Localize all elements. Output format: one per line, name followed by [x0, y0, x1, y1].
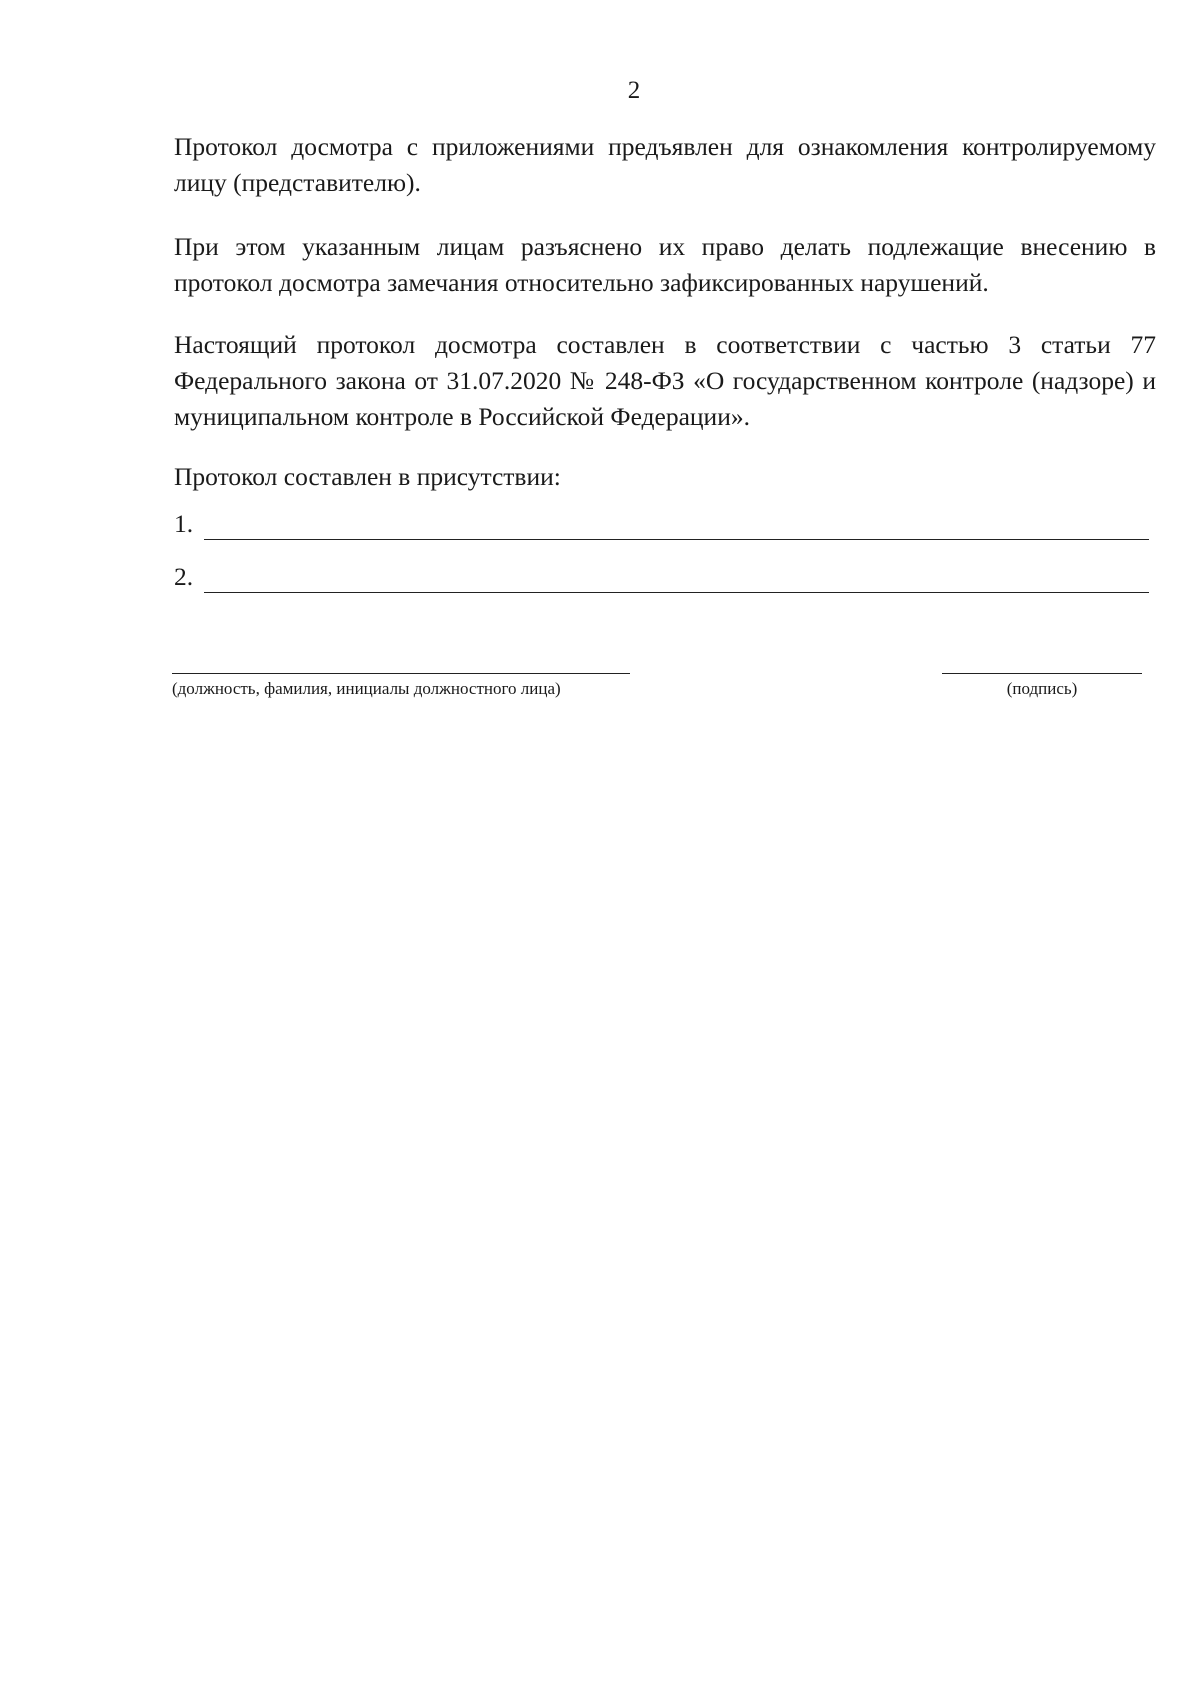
paragraph-legal-basis: Настоящий протокол досмотра составлен в соответствии с частью 3 статьи 77 Федерального закона от 31.07.2020 № 248-ФЗ «О государственном контроле (надзоре) и муниципальном контроле в Российской Федерации». — [174, 330, 1156, 431]
paragraph-presentation: Протокол досмотра с приложениями предъявлен для ознакомления контролируемому лицу (представителю). — [174, 132, 1156, 197]
witness-line-1 — [174, 506, 1149, 542]
witness-blank-line — [204, 592, 1149, 593]
paragraph-rights-explained: При этом указанным лицам разъяснено их право делать подлежащие внесению в протокол досмотра замечания относительно зафиксированных нарушений. — [174, 232, 1156, 297]
official-caption: (должность, фамилия, инициалы должностного лица) — [172, 679, 561, 698]
witness-blank-line — [204, 539, 1149, 540]
signature-caption: (подпись) — [1006, 679, 1078, 698]
witness-line-2 — [174, 559, 1149, 595]
witness-number: 1. — [174, 509, 194, 538]
signature-line — [942, 673, 1142, 674]
page-number: 2 — [627, 77, 641, 104]
paragraph-present-persons: Протокол составлен в присутствии: — [174, 462, 561, 491]
witness-number: 2. — [174, 562, 194, 591]
official-signature-line — [172, 673, 630, 674]
